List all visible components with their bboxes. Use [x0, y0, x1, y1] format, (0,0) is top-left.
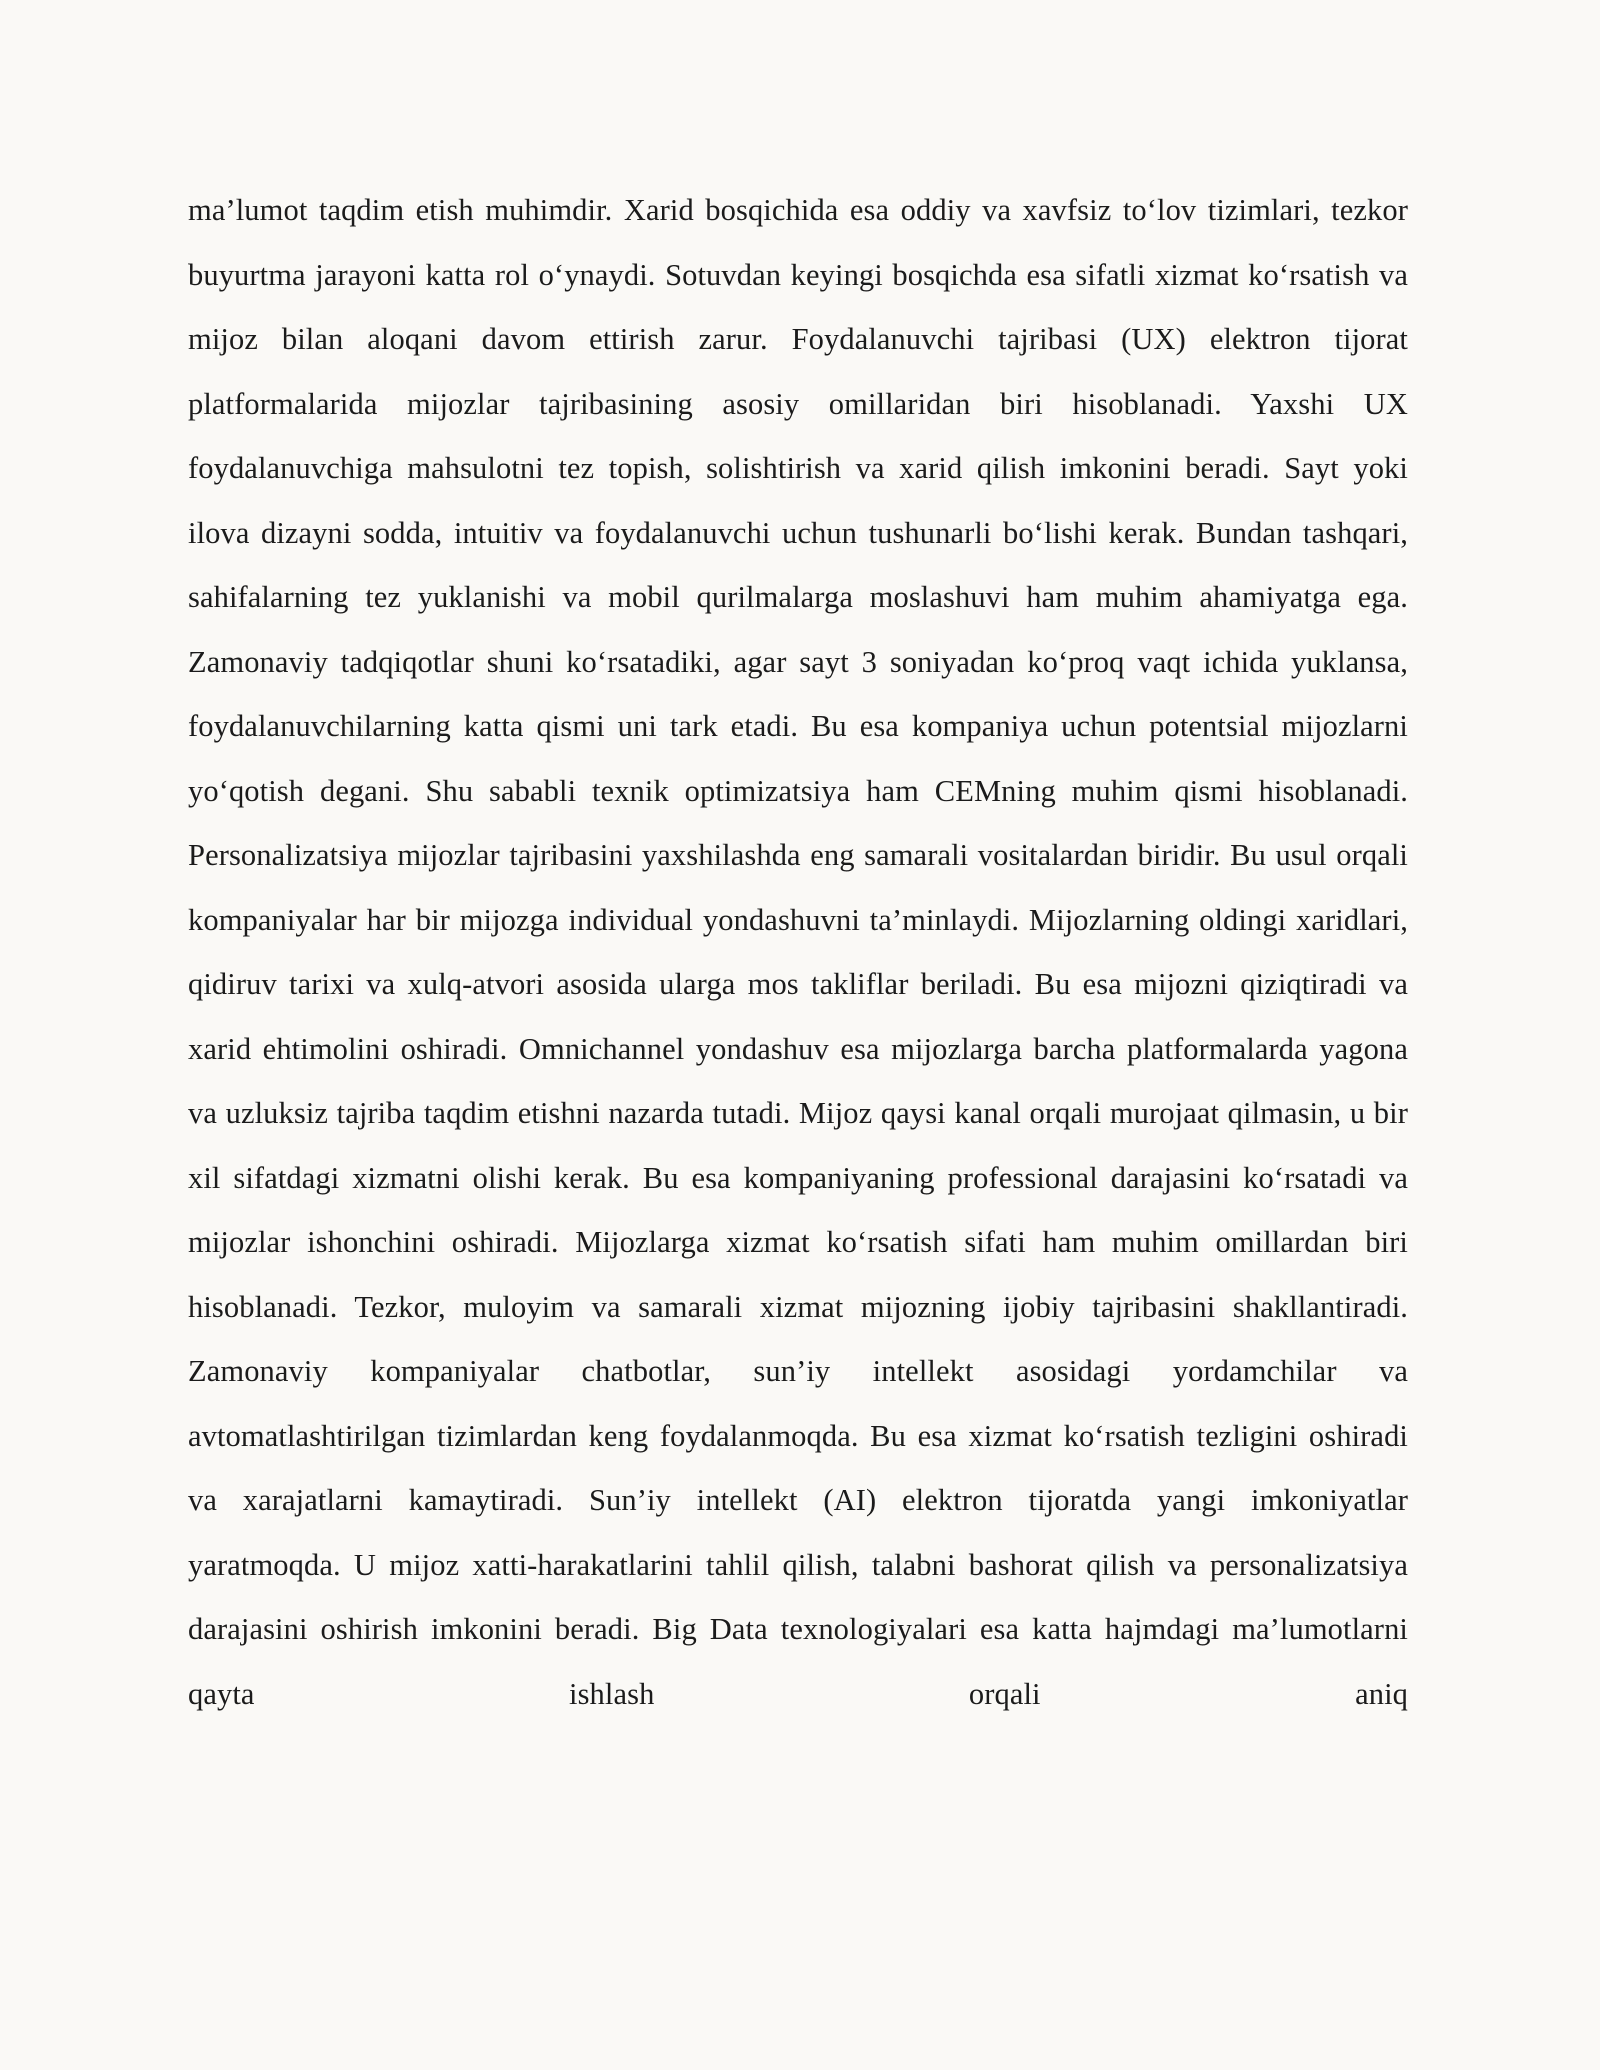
page-content-area [188, 178, 1408, 1791]
body-paragraph: ma’lumot taqdim etish muhimdir. Xarid bosqichida esa oddiy va xavfsiz to‘lov tizimlari, tezkor buyurtma jarayoni katta rol o‘ynaydi. Sotuvdan keyingi bosqichda esa sifatli xizmat ko‘rsatish va mijoz bilan aloqani davom ettirish zarur. Foydalanuvchi tajribasi (UX) elektron tijorat platformalarida mijozlar tajribasining asosiy omillaridan biri hisoblanadi. Yaxshi UX foydalanuvchiga mahsulotni tez topish, solishtirish va xarid qilish imkonini beradi. Sayt yoki ilova dizayni sodda, intuitiv va foydalanuvchi uchun tushunarli bo‘lishi kerak. Bundan tashqari, sahifalarning tez yuklanishi va mobil qurilmalarga moslashuvi ham muhim ahamiyatga ega. Zamonaviy tadqiqotlar shuni ko‘rsatadiki, agar sayt 3 soniyadan ko‘proq vaqt ichida yuklansa, foydalanuvchilarning katta qismi uni tark etadi. Bu esa kompaniya uchun potentsial mijozlarni yo‘qotish degani. Shu sababli texnik optimizatsiya ham CEMning muhim qismi hisoblanadi. Personalizatsiya mijozlar tajribasini yaxshilashda eng samarali vositalardan biridir. Bu usul orqali kompaniyalar har bir mijozga individual yondashuvni ta’minlaydi. Mijozlarning oldingi xaridlari, qidiruv tarixi va xulq-atvori asosida ularga mos takliflar beriladi. Bu esa mijozni qiziqtiradi va xarid ehtimolini oshiradi. Omnichannel yondashuv esa mijozlarga barcha platformalarda yagona va uzluksiz tajriba taqdim etishni nazarda tutadi. Mijoz qaysi kanal orqali murojaat qilmasin, u bir xil sifatdagi xizmatni olishi kerak. Bu esa kompaniyaning professional darajasini ko‘rsatadi va mijozlar ishonchini oshiradi. Mijozlarga xizmat ko‘rsatish sifati ham muhim omillardan biri hisoblanadi. Tezkor, muloyim va samarali xizmat mijozning ijobiy tajribasini shakllantiradi. Zamonaviy kompaniyalar chatbotlar, sun’iy intellekt asosidagi yordamchilar va avtomatlashtirilgan tizimlardan keng foydalanmoqda. Bu esa xizmat ko‘rsatish tezligini oshiradi va xarajatlarni kamaytiradi. Sun’iy intellekt (AI) elektron tijoratda yangi imkoniyatlar yaratmoqda. U mijoz xatti-harakatlarini tahlil qilish, talabni bashorat qilish va personalizatsiya darajasini oshirish imkonini beradi. Big Data texnologiyalari esa katta hajmdagi ma’lumotlarni qayta ishlash orqali aniq [188, 193, 1408, 1711]
